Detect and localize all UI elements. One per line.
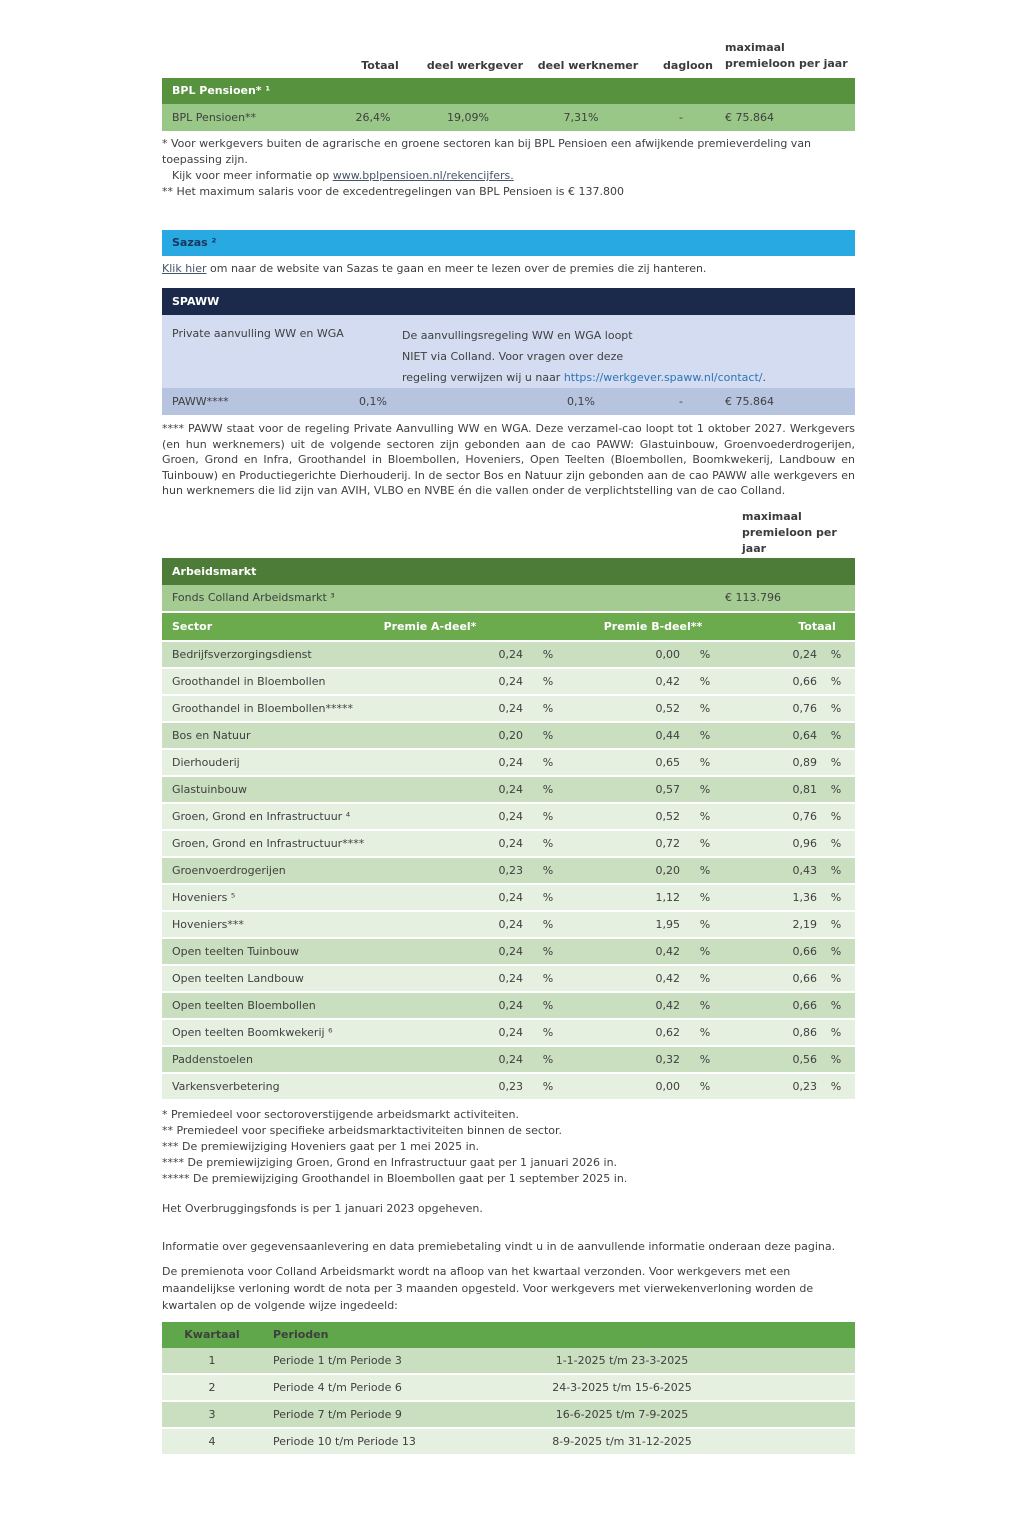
bpl-pensioen-section-header: BPL Pensioen* ¹ xyxy=(162,78,855,104)
sector-label: Open teelten Tuinbouw xyxy=(172,944,300,958)
premie-b-value: 0,42 xyxy=(655,944,680,958)
sector-table-row xyxy=(162,966,855,993)
premie-b-percent-sign: % xyxy=(699,782,711,796)
sector-label: Groen, Grond en Infrastructuur**** xyxy=(172,836,365,850)
premie-b-value: 0,72 xyxy=(655,836,680,850)
sector-table-row xyxy=(162,723,855,750)
totaal-value: 0,64 xyxy=(792,728,817,742)
premie-b-percent-sign: % xyxy=(699,1079,711,1093)
sector-label: Dierhouderij xyxy=(172,755,240,769)
totaal-percent-sign: % xyxy=(830,755,842,769)
premie-column-headers xyxy=(162,41,855,78)
premie-a-percent-sign: % xyxy=(542,647,554,661)
sector-label: Groenvoerdrogerijen xyxy=(172,863,286,877)
sector-table-row xyxy=(162,777,855,804)
perioden-range: Periode 10 t/m Periode 13 xyxy=(273,1434,416,1448)
sector-label: Groothandel in Bloembollen xyxy=(172,674,326,688)
sector-table-row xyxy=(162,912,855,939)
premie-b-value: 0,00 xyxy=(655,647,680,661)
datum-range: 24-3-2025 t/m 15-6-2025 xyxy=(552,1380,692,1394)
column-header-dagloon: dagloon xyxy=(663,59,713,72)
totaal-value: 0,76 xyxy=(792,809,817,823)
bpl-max-premieloon-value: € 75.864 xyxy=(725,111,774,124)
premie-a-percent-sign: % xyxy=(542,863,554,877)
totaal-percent-sign: % xyxy=(830,998,842,1012)
arb-footnote-4: **** De premiewijziging Groen, Grond en Infrastructuur gaat per 1 januari 2026 in. xyxy=(162,1155,618,1169)
premie-b-percent-sign: % xyxy=(699,701,711,715)
sector-table-row xyxy=(162,669,855,696)
totaal-percent-sign: % xyxy=(830,944,842,958)
bpl-row-label: BPL Pensioen** xyxy=(172,111,257,124)
sector-table-row xyxy=(162,642,855,669)
bpl-dagloon-value: - xyxy=(679,111,683,124)
totaal-value: 0,66 xyxy=(792,944,817,958)
premie-a-value: 0,24 xyxy=(498,701,523,715)
totaal-percent-sign: % xyxy=(830,971,842,985)
gegevensaanlevering-note: Informatie over gegevensaanlevering en data premiebetaling vindt u in de aanvullende informatie onderaan deze pagina. xyxy=(162,1239,836,1253)
column-header-werkgever: deel werkgever xyxy=(426,59,524,72)
premie-b-percent-sign: % xyxy=(699,836,711,850)
totaal-percent-sign: % xyxy=(830,674,842,688)
premie-a-percent-sign: % xyxy=(542,836,554,850)
premie-a-value: 0,24 xyxy=(498,890,523,904)
premie-a-value: 0,24 xyxy=(498,917,523,931)
premie-a-percent-sign: % xyxy=(542,782,554,796)
sector-table-row xyxy=(162,993,855,1020)
bplpensioen-rekencijfers-link[interactable]: www.bplpensioen.nl/rekencijfers. xyxy=(332,169,514,182)
spaww-contact-link[interactable]: https://werkgever.spaww.nl/contact/ xyxy=(563,371,763,384)
sazas-section-header: Sazas ² xyxy=(162,230,855,256)
perioden-range: Periode 4 t/m Periode 6 xyxy=(273,1380,402,1394)
kwartaal-number: 1 xyxy=(208,1353,216,1367)
column-header-totaal: Totaal xyxy=(361,59,399,72)
perioden-header: Perioden xyxy=(273,1327,329,1341)
premie-b-value: 0,20 xyxy=(655,863,680,877)
premie-a-value: 0,24 xyxy=(498,782,523,796)
totaal-percent-sign: % xyxy=(830,863,842,877)
totaal-value: 0,89 xyxy=(792,755,817,769)
premie-b-percent-sign: % xyxy=(699,890,711,904)
page-content xyxy=(162,41,855,1456)
premie-a-percent-sign: % xyxy=(542,998,554,1012)
premie-a-value: 0,24 xyxy=(498,809,523,823)
totaal-value: 0,81 xyxy=(792,782,817,796)
premie-a-value: 0,24 xyxy=(498,647,523,661)
premie-a-percent-sign: % xyxy=(542,1025,554,1039)
sazas-text-line: Klik hier om naar de website van Sazas te gaan en meer te lezen over de premies die zij hanteren. xyxy=(162,262,707,275)
perioden-range: Periode 7 t/m Periode 9 xyxy=(273,1407,402,1421)
premie-a-value: 0,24 xyxy=(498,971,523,985)
bpl-werkgever-value: 19,09% xyxy=(447,111,489,124)
spaww-left-label: Private aanvulling WW en WGA xyxy=(172,327,344,340)
premie-b-percent-sign: % xyxy=(699,755,711,769)
premie-a-value: 0,23 xyxy=(498,863,523,877)
arbeidsmarkt-footnotes xyxy=(162,1107,855,1187)
premie-a-percent-sign: % xyxy=(542,890,554,904)
premie-b-percent-sign: % xyxy=(699,944,711,958)
sector-label: Groen, Grond en Infrastructuur ⁴ xyxy=(172,809,351,823)
premie-b-percent-sign: % xyxy=(699,809,711,823)
totaal-value: 0,86 xyxy=(792,1025,817,1039)
totaal-value: 2,19 xyxy=(792,917,817,931)
arb-footnote-3: *** De premiewijziging Hoveniers gaat per 1 mei 2025 in. xyxy=(162,1139,480,1153)
premie-b-percent-sign: % xyxy=(699,1025,711,1039)
totaal-value: 1,36 xyxy=(792,890,817,904)
sector-rows xyxy=(162,642,855,1101)
kwartaal-table-row xyxy=(162,1375,855,1402)
bpl-werknemer-value: 7,31% xyxy=(563,111,599,124)
sector-label: Paddenstoelen xyxy=(172,1052,253,1066)
premie-b-percent-sign: % xyxy=(699,971,711,985)
totaal-percent-sign: % xyxy=(830,809,842,823)
totaal-percent-sign: % xyxy=(830,836,842,850)
kwartaal-number: 3 xyxy=(208,1407,216,1421)
sector-label: Glastuinbouw xyxy=(172,782,248,796)
premie-a-value: 0,20 xyxy=(498,728,523,742)
totaal-value: 0,96 xyxy=(792,836,817,850)
totaal-value: 0,43 xyxy=(792,863,817,877)
premie-b-percent-sign: % xyxy=(699,728,711,742)
bpl-footnote-1: * Voor werkgevers buiten de agrarische en groene sectoren kan bij BPL Pensioen een afwijkende premieverdeling van toepassing zijn. xyxy=(162,137,812,166)
totaal-value: 0,56 xyxy=(792,1052,817,1066)
bpl-pensioen-row xyxy=(162,104,855,131)
sector-label: Hoveniers ⁵ xyxy=(172,890,236,904)
sector-table-row xyxy=(162,804,855,831)
totaal-value: 0,24 xyxy=(792,647,817,661)
premie-b-percent-sign: % xyxy=(699,674,711,688)
paww-max-premieloon-value: € 75.864 xyxy=(725,395,774,408)
sector-table-row xyxy=(162,885,855,912)
column-header-werknemer: deel werknemer xyxy=(537,59,639,72)
bpl-totaal-value: 26,4% xyxy=(355,111,391,124)
overbruggingsfonds-note: Het Overbruggingsfonds is per 1 januari 2023 opgeheven. xyxy=(162,1201,483,1215)
sector-label: Hoveniers*** xyxy=(172,917,244,931)
premie-b-deel-header: Premie B-deel** xyxy=(603,619,703,633)
datum-range: 16-6-2025 t/m 7-9-2025 xyxy=(555,1407,689,1421)
totaal-value: 0,66 xyxy=(792,998,817,1012)
premie-b-value: 0,32 xyxy=(655,1052,680,1066)
premie-a-percent-sign: % xyxy=(542,701,554,715)
sector-table-header-row xyxy=(162,613,855,642)
premie-a-value: 0,24 xyxy=(498,1052,523,1066)
premie-a-percent-sign: % xyxy=(542,674,554,688)
premie-a-percent-sign: % xyxy=(542,917,554,931)
arb-footnote-5: ***** De premiewijziging Groothandel in Bloembollen gaat per 1 september 2025 in. xyxy=(162,1171,628,1185)
premie-b-value: 0,52 xyxy=(655,701,680,715)
totaal-percent-sign: % xyxy=(830,1052,842,1066)
bpl-footnote-3: ** Het maximum salaris voor de excedentregelingen van BPL Pensioen is € 137.800 xyxy=(162,185,624,198)
spaww-section-header: SPAWW xyxy=(162,288,855,315)
totaal-header: Totaal xyxy=(798,619,836,633)
kwartaal-header: Kwartaal xyxy=(184,1327,240,1341)
premie-a-percent-sign: % xyxy=(542,944,554,958)
premie-a-value: 0,23 xyxy=(498,1079,523,1093)
premie-b-value: 1,95 xyxy=(655,917,680,931)
premie-a-value: 0,24 xyxy=(498,1025,523,1039)
sector-label: Varkensverbetering xyxy=(172,1079,280,1093)
sector-label: Bedrijfsverzorgingsdienst xyxy=(172,647,312,661)
premie-a-value: 0,24 xyxy=(498,755,523,769)
sector-table-row xyxy=(162,858,855,885)
bpl-footnote-2: Kijk voor meer informatie op www.bplpensioen.nl/rekencijfers. xyxy=(172,169,514,182)
premie-b-percent-sign: % xyxy=(699,863,711,877)
premie-a-value: 0,24 xyxy=(498,836,523,850)
premie-b-value: 0,00 xyxy=(655,1079,680,1093)
premie-b-value: 1,12 xyxy=(655,890,680,904)
sector-label: Open teelten Boomkwekerij ⁶ xyxy=(172,1025,333,1039)
totaal-percent-sign: % xyxy=(830,890,842,904)
premie-b-value: 0,44 xyxy=(655,728,680,742)
arbeidsmarkt-table xyxy=(162,558,855,1101)
premie-a-percent-sign: % xyxy=(542,1079,554,1093)
premie-b-value: 0,65 xyxy=(655,755,680,769)
premie-a-percent-sign: % xyxy=(542,755,554,769)
premie-b-value: 0,57 xyxy=(655,782,680,796)
premie-a-percent-sign: % xyxy=(542,809,554,823)
totaal-percent-sign: % xyxy=(830,782,842,796)
premie-b-value: 0,42 xyxy=(655,998,680,1012)
sector-table-row xyxy=(162,1047,855,1074)
perioden-range: Periode 1 t/m Periode 3 xyxy=(273,1353,402,1367)
premie-a-value: 0,24 xyxy=(498,944,523,958)
kwartaal-table-row xyxy=(162,1429,855,1456)
paww-werknemer-value: 0,1% xyxy=(567,395,595,408)
premie-b-percent-sign: % xyxy=(699,917,711,931)
spaww-description: De aanvullingsregeling WW en WGA loopt NIET via Colland. Voor vragen over deze regeling verwijzen wij u naar https://werkgever.spaww.nl/contact/. xyxy=(402,329,766,384)
arb-footnote-2: ** Premiedeel voor specifieke arbeidsmarktactiviteiten binnen de sector. xyxy=(162,1123,563,1137)
premie-a-deel-header: Premie A-deel* xyxy=(383,619,477,633)
premie-a-percent-sign: % xyxy=(542,971,554,985)
premie-b-percent-sign: % xyxy=(699,647,711,661)
sector-table-row xyxy=(162,1074,855,1101)
kwartaal-number: 2 xyxy=(208,1380,216,1394)
premie-b-value: 0,42 xyxy=(655,674,680,688)
paww-row xyxy=(162,388,855,415)
kwartaal-rows xyxy=(162,1348,855,1456)
sazas-klik-hier-link[interactable]: Klik hier xyxy=(162,262,207,275)
totaal-percent-sign: % xyxy=(830,1079,842,1093)
premie-a-percent-sign: % xyxy=(542,728,554,742)
sector-table-row xyxy=(162,1020,855,1047)
totaal-percent-sign: % xyxy=(830,728,842,742)
column-header-max-premieloon: maximaal premieloon per jaar xyxy=(725,41,848,70)
fonds-colland-row xyxy=(162,585,855,613)
sector-label: Groothandel in Bloembollen***** xyxy=(172,701,353,715)
fonds-colland-value: € 113.796 xyxy=(725,590,781,604)
sector-label: Open teelten Bloembollen xyxy=(172,998,316,1012)
sector-header: Sector xyxy=(172,619,213,633)
spaww-body-row xyxy=(162,315,855,388)
fonds-colland-label: Fonds Colland Arbeidsmarkt ³ xyxy=(172,590,335,604)
totaal-value: 0,66 xyxy=(792,674,817,688)
kwartaal-table xyxy=(162,1322,855,1456)
sector-table-row xyxy=(162,696,855,723)
arbeidsmarkt-max-premieloon-label: maximaal premieloon per jaar xyxy=(742,509,837,555)
totaal-percent-sign: % xyxy=(830,917,842,931)
kwartaal-number: 4 xyxy=(208,1434,216,1448)
sector-table-row xyxy=(162,750,855,777)
paww-dagloon-value: - xyxy=(679,395,683,408)
premie-b-value: 0,62 xyxy=(655,1025,680,1039)
kwartaal-table-header-row xyxy=(162,1322,855,1348)
arb-footnote-1: * Premiedeel voor sectoroverstijgende arbeidsmarkt activiteiten. xyxy=(162,1107,519,1121)
totaal-value: 0,66 xyxy=(792,971,817,985)
premie-b-percent-sign: % xyxy=(699,1052,711,1066)
sector-label: Open teelten Landbouw xyxy=(172,971,304,985)
datum-range: 1-1-2025 t/m 23-3-2025 xyxy=(555,1353,689,1367)
premie-b-value: 0,52 xyxy=(655,809,680,823)
totaal-percent-sign: % xyxy=(830,701,842,715)
sector-table-row xyxy=(162,939,855,966)
premie-a-percent-sign: % xyxy=(542,1052,554,1066)
sector-label: Bos en Natuur xyxy=(172,728,251,742)
totaal-value: 0,23 xyxy=(792,1079,817,1093)
totaal-percent-sign: % xyxy=(830,1025,842,1039)
totaal-percent-sign: % xyxy=(830,647,842,661)
premie-b-value: 0,42 xyxy=(655,971,680,985)
kwartaal-table-row xyxy=(162,1348,855,1375)
paww-row-label: PAWW**** xyxy=(172,395,229,408)
premie-a-value: 0,24 xyxy=(498,998,523,1012)
totaal-value: 0,76 xyxy=(792,701,817,715)
premie-b-percent-sign: % xyxy=(699,998,711,1012)
paww-totaal-value: 0,1% xyxy=(359,395,387,408)
paww-footnote: **** PAWW staat voor de regeling Private Aanvulling WW en WGA. Deze verzamel-cao loopt tot 1 oktober 2027. Werkgevers (en hun werknemers) uit de volgende sectoren zijn gebonden aan de cao PAWW: Glastuinbouw, Groenvoederdrogerijen, Groen, Grond en Infra, Groothandel in Bloembollen, Hoveniers, Open Teelten (Bloembollen, Boomkwekerij, Landbouw en Tuinbouw) en Productiegerichte Dierhouderij. In de sector Bos en Natuur zijn gebonden aan de cao PAWW alle werkgevers en hun werknemers die lid zijn van AVIH, VLBO en NVBE én die vallen onder de verplichtstelling van de cao Colland. xyxy=(162,422,855,497)
premie-a-value: 0,24 xyxy=(498,674,523,688)
arbeidsmarkt-section-header: Arbeidsmarkt xyxy=(162,558,855,585)
bpl-footnotes xyxy=(162,136,855,200)
premienota-note: De premienota voor Colland Arbeidsmarkt wordt na afloop van het kwartaal verzonden. Voor werkgevers met een maandelijkse verloning wordt de nota per 3 maanden opgesteld. Voor werkgevers met vierwekenverloning worden de kwartalen op de volgende wijze ingedeeld: xyxy=(162,1264,814,1312)
kwartaal-table-row xyxy=(162,1402,855,1429)
sector-table-row xyxy=(162,831,855,858)
datum-range: 8-9-2025 t/m 31-12-2025 xyxy=(552,1434,692,1448)
